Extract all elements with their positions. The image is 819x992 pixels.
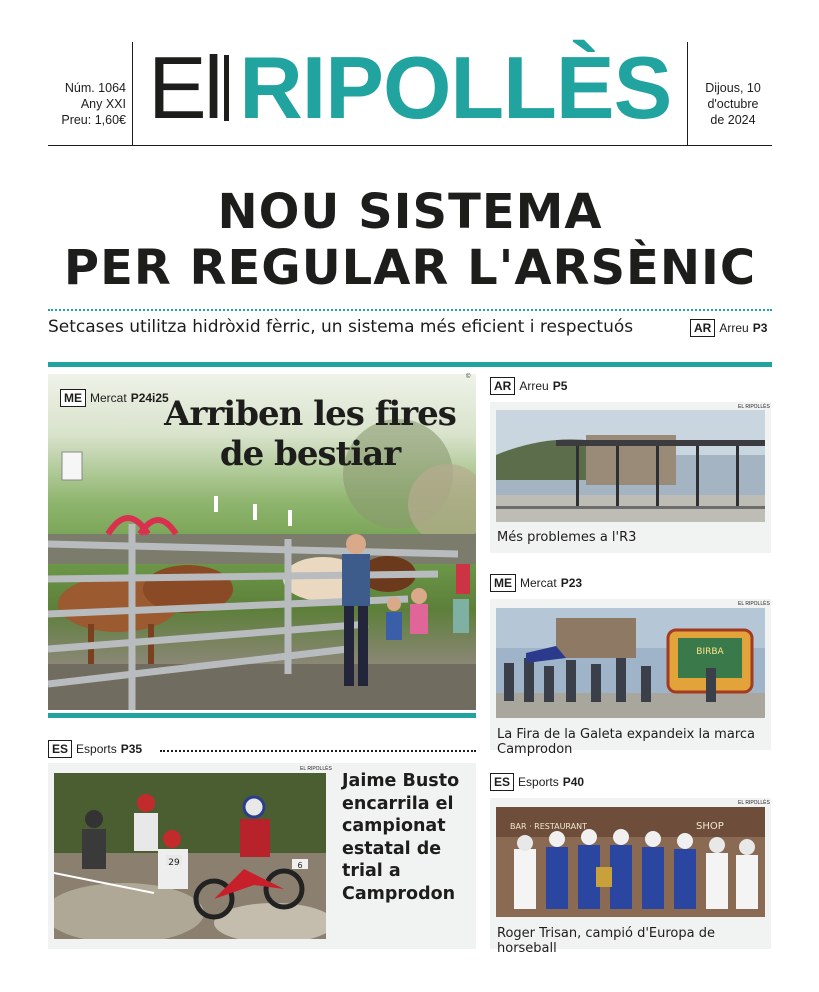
- sidebar-1-caption: Més problemes a l'R3: [497, 530, 637, 545]
- galeta-sign-text: BIRBA: [696, 647, 724, 657]
- section-code: ME: [60, 389, 86, 407]
- headline-line-1: NOU SISTEMA: [217, 184, 603, 240]
- lead-headline[interactable]: [40, 184, 780, 296]
- sidebar-1-card[interactable]: [490, 402, 771, 553]
- photo-credit: ©: [466, 374, 471, 380]
- masthead-divider-right: [687, 42, 688, 146]
- section-code: AR: [690, 319, 715, 337]
- section-name: Arreu: [719, 321, 749, 335]
- lead-section-tag[interactable]: [690, 319, 767, 337]
- sidebar-3-caption: Roger Trisan, campió d'Europa de horseball: [497, 926, 715, 956]
- rider-bib-1: 29: [168, 858, 180, 868]
- feature-title[interactable]: [150, 394, 470, 474]
- feature-title-line-2: de bestiar: [219, 434, 401, 474]
- section-divider: [48, 362, 772, 367]
- photo-credit: EL RIPOLLÈS: [738, 404, 770, 410]
- section-name: Esports: [76, 742, 117, 756]
- horseball-illustration: [496, 807, 765, 917]
- sport-dotted-rule: [160, 750, 476, 752]
- section-code: ME: [490, 574, 516, 592]
- section-code: AR: [490, 377, 515, 395]
- train-station-photo: [496, 410, 765, 522]
- logo-el: El: [148, 38, 221, 137]
- issue-price: Preu: 1,60€: [61, 113, 126, 127]
- logo-separator: [224, 55, 229, 121]
- logo-ripolles: RIPOLLÈS: [239, 38, 672, 137]
- sidebar-3-section-tag[interactable]: [490, 773, 584, 791]
- date-line-2: d'octubre: [707, 97, 759, 111]
- sidebar-2-caption: La Fira de la Galeta expandeix la marca Camprodon: [497, 727, 755, 757]
- galeta-fair-photo: [496, 608, 765, 718]
- sidebar-3-card[interactable]: [490, 798, 771, 956]
- section-name: Arreu: [519, 379, 549, 393]
- issue-date: [694, 80, 772, 128]
- section-name: Mercat: [520, 576, 557, 590]
- sidebar-2-section-tag[interactable]: [490, 574, 582, 592]
- date-line-3: de 2024: [710, 113, 756, 127]
- issue-year: Any XXI: [80, 97, 126, 111]
- section-code: ES: [490, 773, 514, 791]
- sport-title[interactable]: Jaime Busto encarrila el campionat estatal de trial a Camprodon: [342, 771, 460, 904]
- feature-title-line-1: Arriben les fires: [164, 394, 456, 434]
- masthead-divider-left: [132, 42, 133, 146]
- section-name: Mercat: [90, 391, 127, 405]
- lead-subheadline: Setcases utilitza hidròxid fèrric, un sistema més eficient i respectuós: [48, 317, 634, 337]
- shop-sign-text: SHOP: [696, 821, 724, 832]
- bar-sign-text: BAR · RESTAURANT: [510, 822, 588, 831]
- trial-illustration: [54, 773, 326, 939]
- section-name: Esports: [518, 775, 559, 789]
- photo-credit: EL RIPOLLÈS: [738, 800, 770, 806]
- page-ref: P35: [120, 742, 143, 756]
- horseball-team-photo: [496, 807, 765, 917]
- sport-section-tag[interactable]: [48, 740, 142, 758]
- photo-credit: EL RIPOLLÈS: [300, 766, 332, 772]
- page-ref: P24i25: [130, 391, 169, 405]
- rider-bib-2: 6: [297, 861, 303, 870]
- masthead-rule: [48, 145, 772, 146]
- headline-line-2: PER REGULAR L'ARSÈNIC: [63, 240, 757, 296]
- feature-bottom-bar: [48, 713, 476, 718]
- newspaper-logo[interactable]: [148, 38, 671, 138]
- trial-photo: [54, 773, 326, 939]
- page-ref: P5: [552, 379, 568, 393]
- headline-dotted-rule: [48, 309, 772, 311]
- sidebar-2-card[interactable]: [490, 599, 771, 757]
- section-code: ES: [48, 740, 72, 758]
- issue-number: Núm. 1064: [64, 81, 126, 95]
- photo-credit: EL RIPOLLÈS: [738, 601, 770, 607]
- sidebar-1-section-tag[interactable]: [490, 377, 567, 395]
- page-ref: P3: [752, 321, 768, 335]
- issue-info: [48, 80, 126, 128]
- train-station-illustration: [496, 410, 765, 522]
- date-line-1: Dijous, 10: [705, 81, 761, 95]
- galeta-fair-illustration: [496, 608, 765, 718]
- page-ref: P40: [562, 775, 585, 789]
- page-ref: P23: [560, 576, 583, 590]
